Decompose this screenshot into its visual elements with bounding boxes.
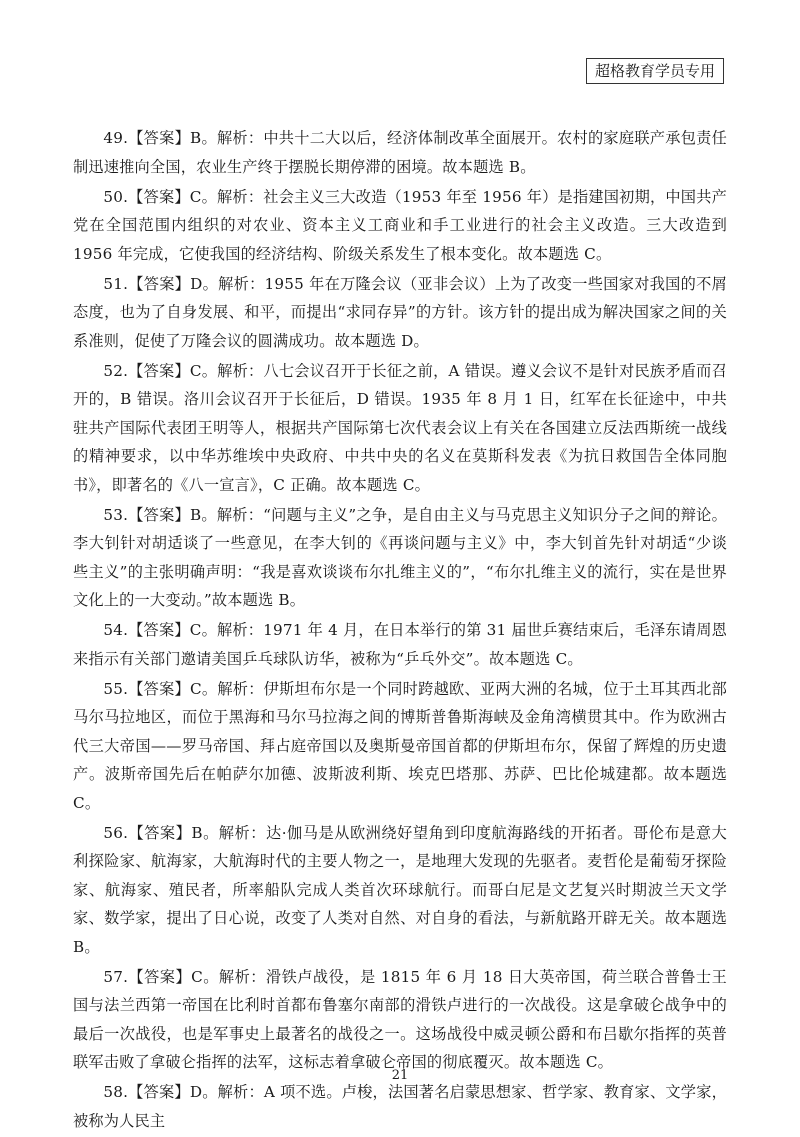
answer-51: 51.【答案】D。解析：1955 年在万隆会议（亚非会议）上为了改变一些国家对我国的不屑态度，也为了自身发展、和平，而提出“求同存异”的方针。该方针的提出成为解决国家之间的关系准则，促使了万隆会议的圆满成功。故本题选 D。	[73, 274, 727, 350]
answer-54: 54.【答案】C。解析：1971 年 4 月，在日本举行的第 31 届世乒赛结束后，毛泽东请周恩来指示有关部门邀请美国乒乓球队访华，被称为“乒乓外交”。故本题选 C。	[73, 621, 727, 668]
answer-list	[73, 124, 727, 1137]
header-label: 超格教育学员专用	[586, 58, 724, 84]
answer-55: 55.【答案】C。解析：伊斯坦布尔是一个同时跨越欧、亚两大洲的名城，位于土耳其西北部马尔马拉地区，而位于黑海和马尔马拉海之间的博斯普鲁斯海峡及金角湾横贯其中。作为欧洲古代三大帝国——罗马帝国、拜占庭帝国以及奥斯曼帝国首都的伊斯坦布尔，保留了辉煌的历史遗产。波斯帝国先后在帕萨尔加德、波斯波利斯、埃克巴塔那、苏萨、巴比伦城建都。故本题选 C。	[73, 679, 727, 812]
answer-57: 57.【答案】C。解析：滑铁卢战役，是 1815 年 6 月 18 日大英帝国，荷兰联合普鲁士王国与法兰西第一帝国在比利时首都布鲁塞尔南部的滑铁卢进行的一次战役。这是拿破仑战争中的最后一次战役，也是军事史上最著名的战役之一。这场战役中威灵顿公爵和布吕歇尔指挥的英普联军击败了拿破仑指挥的法军，这标志着拿破仑帝国的彻底覆灭。故本题选 C。	[73, 967, 727, 1071]
answer-58: 58.【答案】D。解析：A 项不选。卢梭，法国著名启蒙思想家、哲学家、教育家、文学家，被称为人民主	[73, 1083, 727, 1130]
answer-50: 50.【答案】C。解析：社会主义三大改造（1953 年至 1956 年）是指建国初期，中国共产党在全国范围内组织的对农业、资本主义工商业和手工业进行的社会主义改造。三大改造到 1956 年完成，它使我国的经济结构、阶级关系发生了根本变化。故本题选 C。	[73, 187, 727, 263]
answer-49: 49.【答案】B。解析：中共十二大以后，经济体制改革全面展开。农村的家庭联产承包责任制迅速推向全国，农业生产终于摆脱长期停滞的困境。故本题选 B。	[73, 129, 727, 176]
answer-53: 53.【答案】B。解析：“问题与主义”之争，是自由主义与马克思主义知识分子之间的辩论。李大钊针对胡适谈了一些意见，在李大钊的《再谈问题与主义》中，李大钊首先针对胡适“少谈些主义”的主张明确声明：“我是喜欢谈谈布尔扎维主义的”，“布尔扎维主义的流行，实在是世界文化上的一大变动。”故本题选 B。	[73, 505, 727, 609]
answer-52: 52.【答案】C。解析：八七会议召开于长征之前，A 错误。遵义会议不是针对民族矛盾而召开的，B 错误。洛川会议召开于长征后，D 错误。1935 年 8 月 1 日，红军在长征途中，中共驻共产国际代表团王明等人，根据共产国际第七次代表会议上有关在各国建立反法西斯统一战线的精神要求，以中华苏维埃中央政府、中共中央的名义在莫斯科发表《为抗日救国告全体同胞书》，即著名的《八一宣言》，C 正确。故本题选 C。	[73, 361, 727, 494]
answer-56: 56.【答案】B。解析：达·伽马是从欧洲绕好望角到印度航海路线的开拓者。哥伦布是意大利探险家、航海家，大航海时代的主要人物之一，是地理大发现的先驱者。麦哲伦是葡萄牙探险家、航海家、殖民者，所率船队完成人类首次环球航行。而哥白尼是文艺复兴时期波兰天文学家、数学家，提出了日心说，改变了人类对自然、对自身的看法，与新航路开辟无关。故本题选 B。	[73, 823, 727, 956]
page-number: 21	[391, 1068, 409, 1083]
